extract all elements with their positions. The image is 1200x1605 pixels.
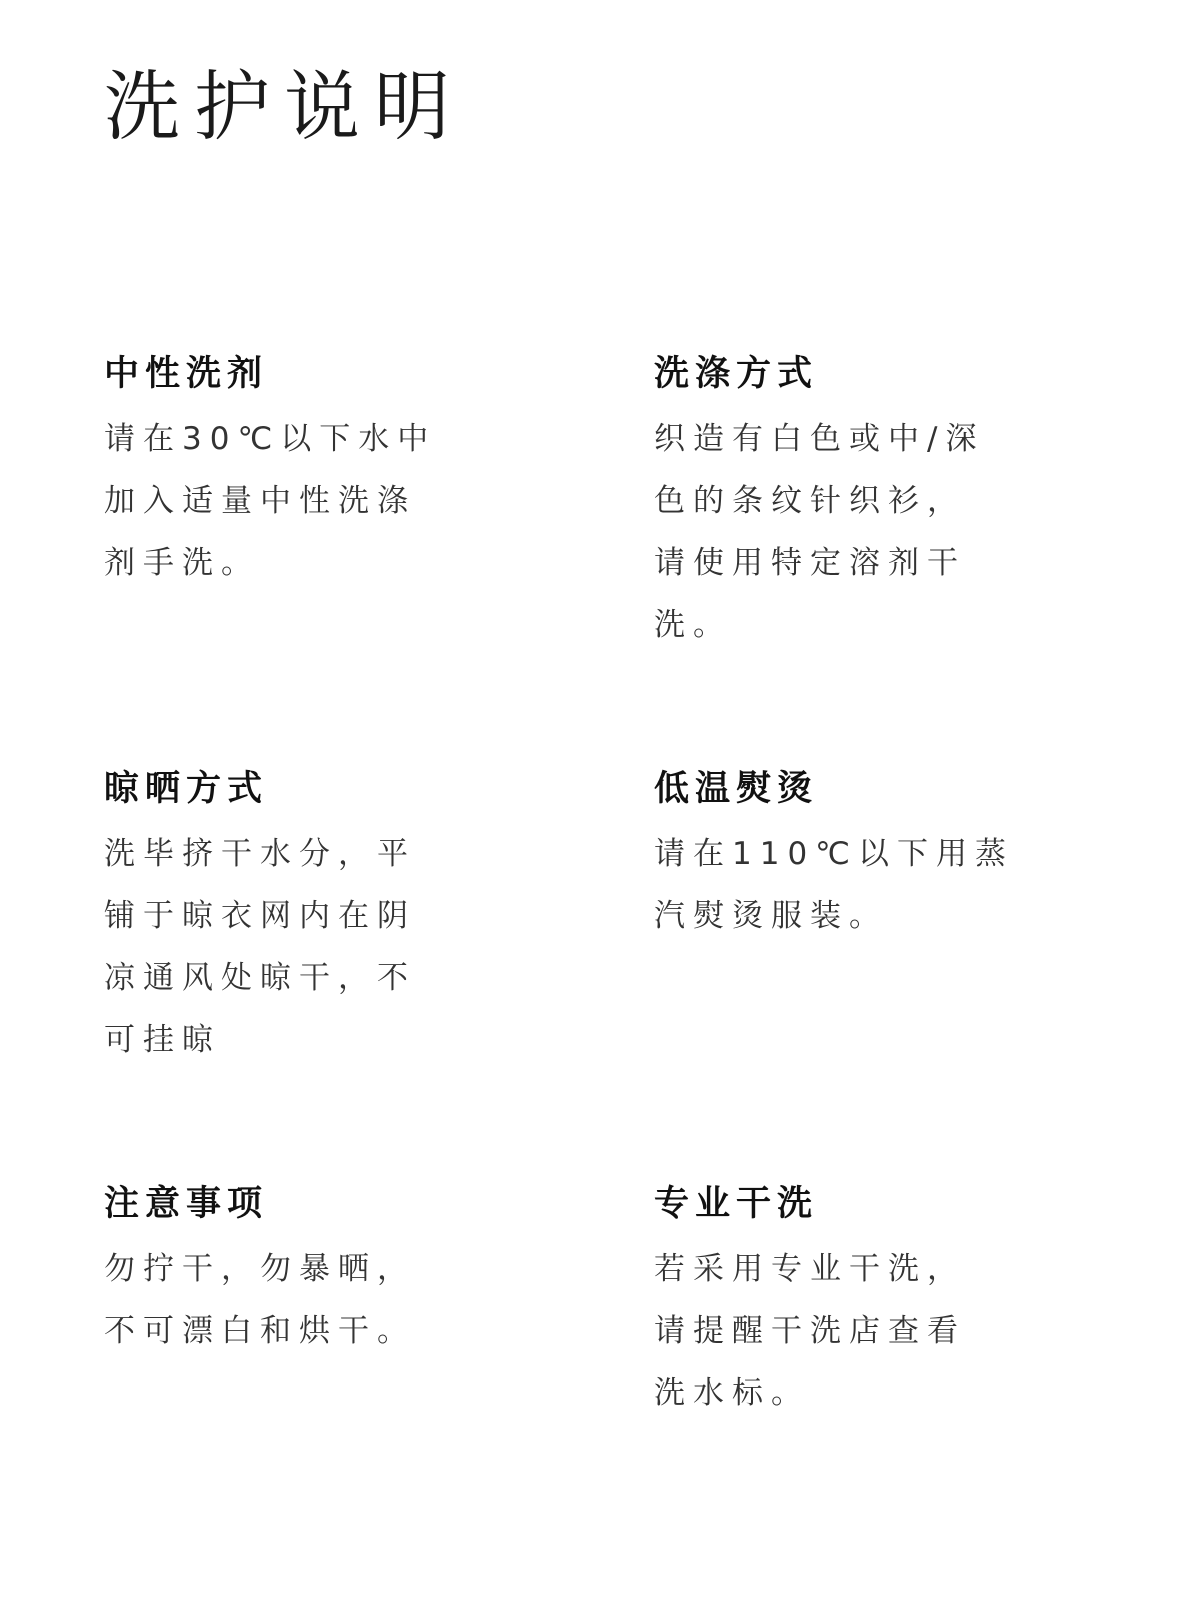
- page-title: 洗护说明: [104, 62, 464, 151]
- section-text-line: 加入适量中性洗涤: [104, 483, 416, 519]
- care-section-professional-dry-cleaning: [654, 1182, 1054, 1424]
- section-body: [104, 408, 504, 594]
- care-section-low-temp-ironing: [654, 767, 1054, 947]
- section-text-line: 凉通风处晾干，不: [104, 960, 416, 996]
- section-text-line: 若采用专业干洗，: [654, 1251, 966, 1287]
- section-title: 低温熨烫: [654, 769, 819, 809]
- section-text-line: 洗水标。: [654, 1375, 810, 1411]
- section-text-line: 色的条纹针织衫，: [654, 483, 966, 519]
- section-text-line: 请在110℃以下用蒸: [654, 836, 1014, 872]
- section-text-line: 铺于晾衣网内在阴: [104, 898, 416, 934]
- section-title: 晾晒方式: [104, 769, 269, 809]
- section-body: [654, 1238, 1054, 1424]
- section-body: [654, 408, 1054, 656]
- section-title: 洗涤方式: [654, 354, 819, 394]
- section-body: [104, 1238, 504, 1362]
- section-text-line: 汽熨烫服装。: [654, 898, 888, 934]
- section-text-line: 请提醒干洗店查看: [654, 1313, 966, 1349]
- section-text-line: 可挂晾: [104, 1022, 221, 1058]
- section-text-line: 洗毕挤干水分，平: [104, 836, 416, 872]
- care-section-washing-method: [654, 352, 1054, 656]
- section-body: [104, 823, 504, 1071]
- section-text-line: 洗。: [654, 607, 732, 643]
- section-text-line: 勿拧干，勿暴晒，: [104, 1251, 416, 1287]
- section-title: 专业干洗: [654, 1184, 819, 1224]
- section-body: [654, 823, 1054, 947]
- section-text-line: 不可漂白和烘干。: [104, 1313, 416, 1349]
- section-text-line: 剂手洗。: [104, 545, 260, 581]
- care-section-neutral-detergent: [104, 352, 504, 594]
- section-title: 注意事项: [104, 1184, 269, 1224]
- section-title: 中性洗剂: [104, 354, 269, 394]
- care-section-drying-method: [104, 767, 504, 1071]
- care-section-precautions: [104, 1182, 504, 1362]
- section-text-line: 请在30℃以下水中: [104, 421, 437, 457]
- section-text-line: 织造有白色或中/深: [654, 421, 985, 457]
- section-text-line: 请使用特定溶剂干: [654, 545, 966, 581]
